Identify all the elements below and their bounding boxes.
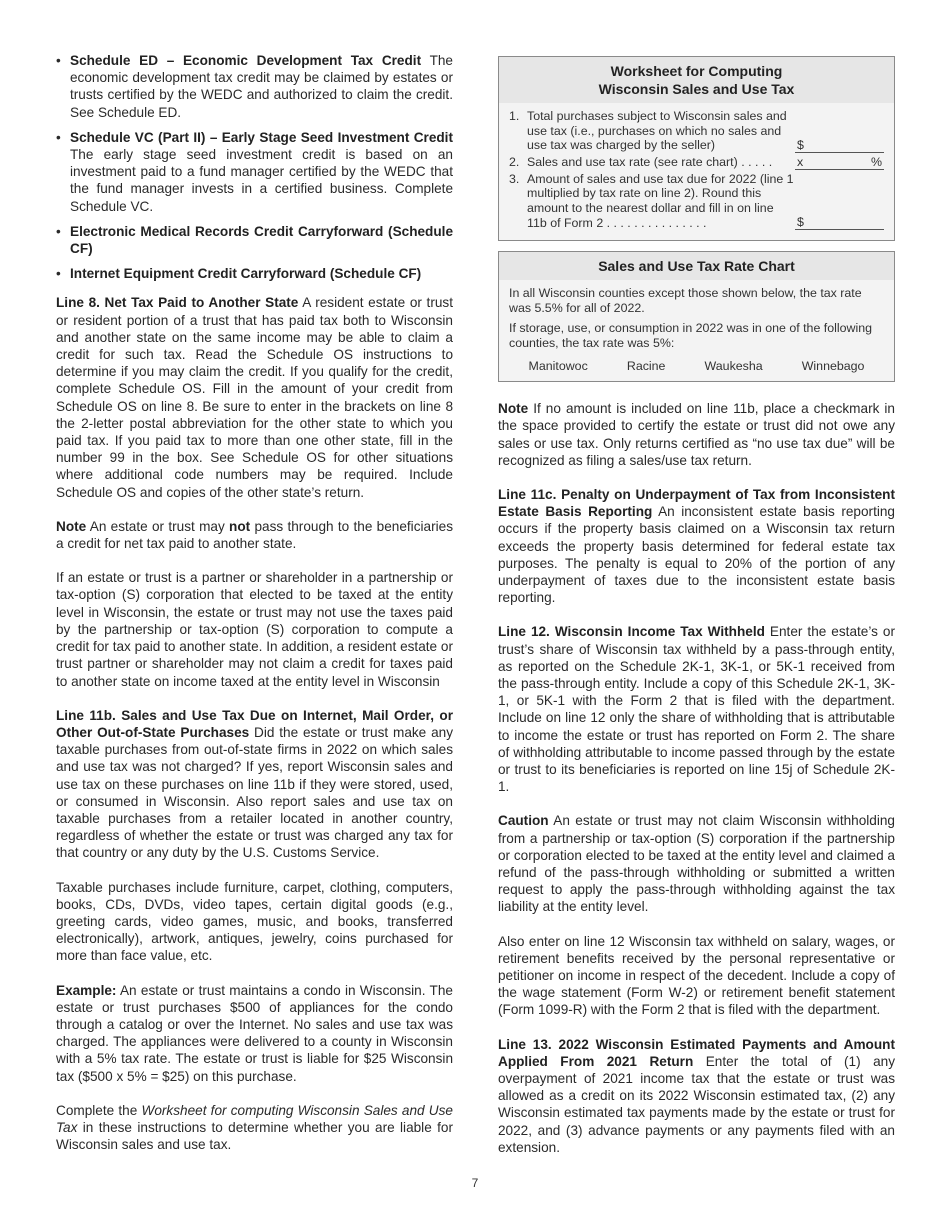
note-text: If no amount is included on line 11b, place a checkmark in the space provided to certify the estate or trust did not owe any sales or use tax. Only returns certified as “no use tax due” will be recognized as filing a sales/use tax return. bbox=[498, 401, 895, 468]
note-emphasis: not bbox=[229, 518, 251, 534]
total-purchases-field[interactable] bbox=[795, 138, 884, 153]
worksheet-line-1 bbox=[509, 109, 884, 153]
rate-chart-body bbox=[499, 280, 894, 381]
caution-label: Caution bbox=[498, 813, 549, 829]
bullet-text: The early stage seed investment credit is based on an investment paid to a fund manager certified by the WEDC that the fund manager invests in a certified business. Complete Schedule VC. bbox=[70, 147, 453, 214]
example-paragraph bbox=[56, 982, 453, 1085]
note-text: pass through to the beneficiaries a credit for net tax paid to another state. bbox=[56, 518, 453, 552]
line-description: Total purchases subject to Wisconsin sales and use tax (i.e., purchases on which no sales and use tax was charged by the seller) bbox=[527, 109, 787, 153]
line-description: Amount of sales and use tax due for 2022 (line 1 multiplied by tax rate on line 2). Round this amount to the nearest dollar and fill in on line 11b of Form 2 . . . . . . . . . . . . . . . bbox=[527, 171, 794, 230]
complete-text: in these instructions to determine whether you are liable for Wisconsin sales and use tax. bbox=[56, 1119, 453, 1153]
taxable-purchases-paragraph: Taxable purchases include furniture, carpet, clothing, computers, books, CDs, DVDs, video tapes, certain digital goods (e.g., greeting cards, video games, music, and books, transferred electronically), artwork, antiques, jewelry, coins purchased for more than face value, etc. bbox=[56, 879, 453, 964]
no-use-tax-note bbox=[498, 400, 895, 469]
line13-text: Enter the total of (1) any overpayment of 2021 income tax that the estate or trust was allowed as a credit on its 2022 Wisconsin estimated tax, (2) any Wisconsin estimated tax payments made by the estate or trust for 2022, and (3) advance payments or any payments filed with an extension. bbox=[498, 1053, 895, 1155]
worksheet-title-line: Worksheet for Computing bbox=[610, 63, 783, 79]
bullet-icon: • bbox=[56, 266, 61, 282]
rate-chart-title: Sales and Use Tax Rate Chart bbox=[499, 252, 894, 280]
example-label: Example: bbox=[56, 982, 117, 998]
bullet-icon: • bbox=[56, 53, 61, 68]
also-enter-paragraph: Also enter on line 12 Wisconsin tax withheld on salary, wages, or retirement benefits received by the personal representative or petitioner on income in respect of the decedent. Include a copy of the wage statement (Form W-2) or retirement benefit statement (Form 1099-R) with the Form 2 that is filed with the department. bbox=[498, 933, 895, 1018]
right-column bbox=[498, 56, 895, 1173]
complete-paragraph bbox=[56, 1102, 453, 1154]
county-name: Winnebago bbox=[801, 358, 865, 373]
line11c-heading: Line 11c. Penalty on Underpayment of Tax from Inconsistent Estate Basis Reporting bbox=[498, 486, 895, 520]
rate-chart-paragraph: In all Wisconsin counties except those shown below, the tax rate was 5.5% for all of 2022. bbox=[509, 286, 862, 315]
county-name: Waukesha bbox=[704, 358, 763, 373]
credit-bullet-list bbox=[56, 52, 453, 282]
line13-heading: Line 13. 2022 Wisconsin Estimated Payments and Amount Applied From 2021 Return bbox=[498, 1036, 895, 1069]
worksheet-title bbox=[499, 57, 894, 103]
county-name: Manitowoc bbox=[528, 358, 588, 373]
worksheet-line-2 bbox=[509, 155, 884, 170]
tax-rate-chart bbox=[498, 251, 895, 382]
line11b-heading: Line 11b. Sales and Use Tax Due on Internet, Mail Order, or Other Out-of-State Purchases bbox=[56, 707, 453, 740]
tax-due-field[interactable] bbox=[795, 215, 884, 230]
line11b-paragraph bbox=[56, 707, 453, 862]
line-number: 3. bbox=[509, 171, 520, 186]
bullet-title: Schedule VC (Part II) – Early Stage Seed Investment Credit bbox=[70, 129, 453, 145]
bullet-icon: • bbox=[56, 223, 61, 239]
line12-paragraph bbox=[498, 623, 895, 795]
page-number: 7 bbox=[471, 1176, 479, 1190]
tax-rate-field[interactable] bbox=[795, 155, 884, 170]
note-label: Note bbox=[56, 518, 87, 534]
worksheet-title-line: Wisconsin Sales and Use Tax bbox=[598, 81, 795, 97]
worksheet-reference: Worksheet for computing Wisconsin Sales and Use Tax bbox=[56, 1102, 453, 1135]
list-item bbox=[56, 52, 453, 121]
multiply-sign: x bbox=[797, 154, 804, 169]
bullet-title: Internet Equipment Credit Carryforward (Schedule CF) bbox=[70, 266, 422, 282]
line-number: 1. bbox=[509, 109, 520, 123]
caution-text: An estate or trust may not claim Wisconsin withholding from a partnership or tax-option (S) corporation if the partnership or corporation elected to be taxed at the entity level and claimed a refund of the pass-through withholding or submitted a written request to apply the pass-through withholding against the tax liability at the entity level. bbox=[498, 813, 895, 915]
bullet-icon: • bbox=[56, 129, 61, 145]
partnership-paragraph: If an estate or trust is a partner or shareholder in a partnership or tax-option (S) corporation that elected to be taxed at the entity level in Wisconsin, the estate or trust may not use the taxes paid by the partnership or tax-option (S) corporation to compute a credit for tax paid to another state. In addition, a resident estate or trust partner or shareholder may not claim a credit for taxes paid to another state on income taxed at the entity level in Wisconsin bbox=[56, 570, 453, 689]
list-item bbox=[56, 223, 453, 257]
line11b-text: Did the estate or trust make any taxable purchases from out-of-state firms in 2022 on which sales and use tax was not charged? If yes, report Wisconsin sales and use tax on these purchases on line 11b if they were stored, used, or consumed in Wisconsin. Also report sales and use tax on taxable purchases from a retailer located in another country, regardless of whether the estate or trust was charged any tax for that country or any duty by the U.S. Customs Service. bbox=[56, 724, 453, 861]
line12-heading: Line 12. Wisconsin Income Tax Withheld bbox=[498, 624, 765, 640]
rate-chart-paragraph: If storage, use, or consumption in 2022 was in one of the following counties, the tax rate was 5%: bbox=[509, 321, 872, 350]
county-name: Racine bbox=[626, 358, 666, 373]
list-item bbox=[56, 129, 453, 215]
note-paragraph bbox=[56, 518, 453, 552]
dollar-sign: $ bbox=[797, 137, 804, 152]
line-number: 2. bbox=[509, 154, 520, 169]
note-text: An estate or trust may bbox=[86, 518, 230, 534]
line-description: Sales and use tax rate (see rate chart) . . . . . bbox=[527, 155, 773, 170]
caution-paragraph bbox=[498, 812, 895, 915]
worksheet-line-3 bbox=[509, 172, 884, 230]
bullet-title: Schedule ED – Economic Development Tax Credit bbox=[70, 53, 422, 68]
worksheet-body bbox=[499, 103, 894, 240]
note-label: Note bbox=[498, 401, 529, 417]
bullet-title: Electronic Medical Records Credit Carryforward (Schedule CF) bbox=[70, 223, 453, 257]
left-column bbox=[56, 44, 453, 1170]
dollar-sign: $ bbox=[797, 215, 804, 230]
sales-use-tax-worksheet bbox=[498, 56, 895, 241]
list-item bbox=[56, 265, 453, 282]
line8-text: A resident estate or trust or resident portion of a trust that has paid tax both to Wisconsin and another state on the same income may be able to claim a credit for such tax. Read the Schedule OS instructions to determine if you may claim the credit. If you qualify for the credit, complete Schedule OS. Fill in the amount of your credit from Schedule OS on line 8. Be sure to enter in the brackets on line 8 the 2-letter postal abbreviation for the other state to which you paid tax. If you paid tax to more than one other state, fill in the number 99 in the box. See Schedule OS for other situations where additional code numbers may be required. Include Schedule OS and copies of the other state’s return. bbox=[56, 295, 453, 500]
bullet-text: The economic development tax credit may be claimed by estates or trusts certified by the WEDC and authorized to claim the credit. See Schedule ED. bbox=[70, 53, 453, 120]
complete-text: Complete the bbox=[56, 1102, 142, 1118]
example-text: An estate or trust maintains a condo in Wisconsin. The estate or trust purchases $500 of appliances for the condo through a catalog or over the Internet. No sales and use tax was charged. The appliances were delivered to a county in Wisconsin with a 5% tax rate. The estate or trust is liable for $25 Wisconsin tax ($500 x 5% = $25) on this purchase. bbox=[56, 982, 453, 1084]
line11c-paragraph bbox=[498, 486, 895, 606]
percent-sign: % bbox=[870, 154, 882, 169]
line12-text: Enter the estate’s or trust’s share of Wisconsin tax withheld by a pass-through entity, as reported on the Schedule 2K-1, 3K-1, or 5K-1 received from the pass-through entity. Include a copy of this Schedule 2K-1, 3K-1, or 5K-1 with the Form 2 that is filed with the department. Include on line 12 only the share of withholding that is attributable to income the estate or trust has reported on Form 2. The share of withholding attributable to income passed through by the estate or trust to its beneficiaries is reported on line 15j of Schedule 2K-1. bbox=[498, 624, 895, 795]
line8-heading: Line 8. Net Tax Paid to Another State bbox=[56, 295, 299, 311]
line11c-text: An inconsistent estate basis reporting occurs if the property basis claimed on a Wisconsin tax return exceeds the property basis determined for federal estate tax purposes. The penalty is equal to 20% of the portion of any underpayment of taxes due to the inconsistent estate basis reporting. bbox=[498, 504, 895, 606]
line13-paragraph bbox=[498, 1036, 895, 1156]
county-list bbox=[509, 357, 884, 374]
line8-paragraph bbox=[56, 294, 453, 500]
